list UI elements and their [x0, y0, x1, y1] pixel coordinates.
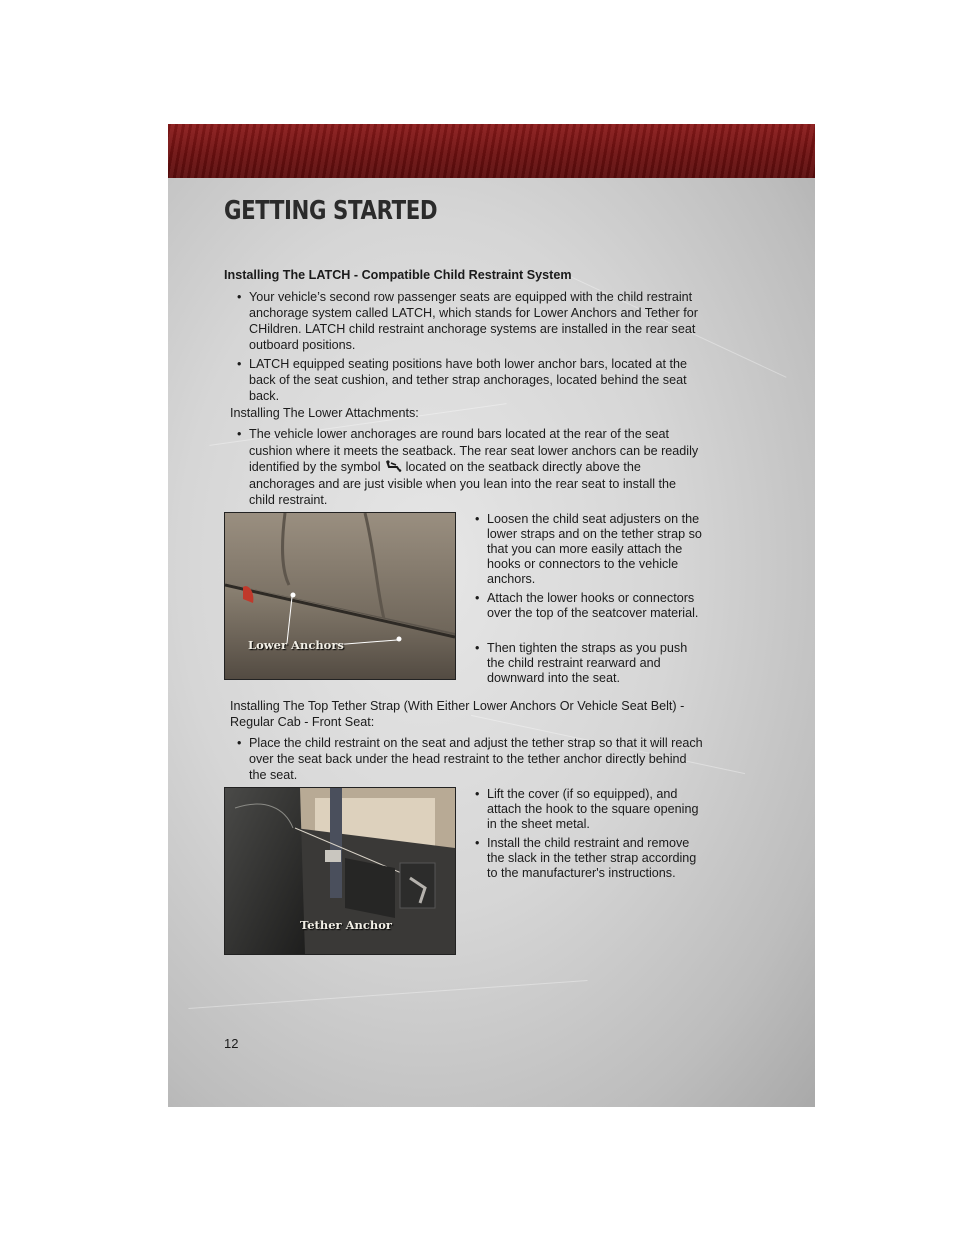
list-item-text: The vehicle lower anchorages are round bars located at the rear of the seat cushion where it meets the seatback. The rear seat lower anchors can be readily identified by the symbol	[249, 427, 699, 474]
list-item: • Your vehicle’s second row passenger seats are equipped with the child restraint anchorage system called LATCH, which stands for Lower Anchors and Tether for CHildren. LATCH child restraint anchorage systems are installed in the rear seat outboard positions.	[237, 290, 698, 352]
list-item-text: Loosen the child seat adjusters on the lower straps and on the tether strap so that you can more easily attach the hooks or connectors to the vehicle anchors.	[487, 512, 702, 586]
list-item-text: Install the child restraint and remove the slack in the tether strap according to the manufacturer's instructions.	[487, 836, 697, 880]
page-title: GETTING STARTED	[224, 196, 438, 226]
list-item-text: Your vehicle’s second row passenger seats are equipped with the child restraint anchorage system called LATCH, which stands for Lower Anchors and Tether for CHildren. LATCH child restraint anchorage systems are installed in the rear seat outboard positions.	[249, 290, 698, 352]
list-item: • The vehicle lower anchorages are round bars located at the rear of the seat cushion where it meets the seatback. The rear seat lower anchors can be readily identified by the symbol located on the seatback directly above the anchorages and are just visible when you lean into the rear seat to install the child restraint.	[237, 427, 699, 507]
page-number: 12	[224, 1036, 239, 1051]
list-item: • Then tighten the straps as you push the child restraint rearward and downward into the seat.	[475, 641, 688, 685]
list-item-text: Then tighten the straps as you push the child restraint rearward and downward into the seat.	[487, 641, 688, 685]
texture-scratch	[188, 980, 587, 1009]
tether-anchor-photo	[224, 787, 456, 955]
list-item: • Loosen the child seat adjusters on the lower straps and on the tether strap so that you can more easily attach the hooks or connectors to the vehicle anchors.	[475, 512, 702, 586]
photo-label-lower-anchors: Lower Anchors	[248, 638, 344, 652]
list-item: • Attach the lower hooks or connectors over the top of the seatcover material.	[475, 591, 699, 620]
manual-page	[168, 124, 815, 1107]
section-heading-latch: Installing The LATCH - Compatible Child Restraint System	[224, 268, 572, 282]
photo-label-tether-anchor: Tether Anchor	[300, 918, 392, 932]
list-item: • Place the child restraint on the seat and adjust the tether strap so that it will reach over the seat back under the head restraint to the tether anchor directly behind the seat.	[237, 736, 703, 782]
section-heading-top-tether: Installing The Top Tether Strap (With Either Lower Anchors Or Vehicle Seat Belt) - Regular Cab - Front Seat:	[230, 699, 685, 729]
lower-anchors-photo	[224, 512, 456, 680]
list-item-text: Attach the lower hooks or connectors over the top of the seatcover material.	[487, 591, 699, 620]
section-heading-lower-attachments: Installing The Lower Attachments:	[230, 406, 419, 420]
list-item-text: located on the seatback directly above the anchorages and are just visible when you lean into the rear seat to install the child restraint.	[249, 460, 677, 507]
list-item: • Install the child restraint and remove the slack in the tether strap according to the manufacturer's instructions.	[475, 836, 697, 880]
latch-child-seat-icon	[384, 460, 402, 472]
header-banner	[168, 124, 815, 178]
list-item-text: Lift the cover (if so equipped), and attach the hook to the square opening in the sheet metal.	[487, 787, 699, 831]
list-item-text: Place the child restraint on the seat and adjust the tether strap so that it will reach over the seat back under the head restraint to the tether anchor directly behind the seat.	[249, 736, 703, 782]
list-item: • Lift the cover (if so equipped), and attach the hook to the square opening in the sheet metal.	[475, 787, 699, 831]
list-item-text: LATCH equipped seating positions have both lower anchor bars, located at the back of the seat cushion, and tether strap anchorages, located behind the seat back.	[249, 357, 688, 403]
list-item: • LATCH equipped seating positions have both lower anchor bars, located at the back of the seat cushion, and tether strap anchorages, located behind the seat back.	[237, 357, 688, 403]
